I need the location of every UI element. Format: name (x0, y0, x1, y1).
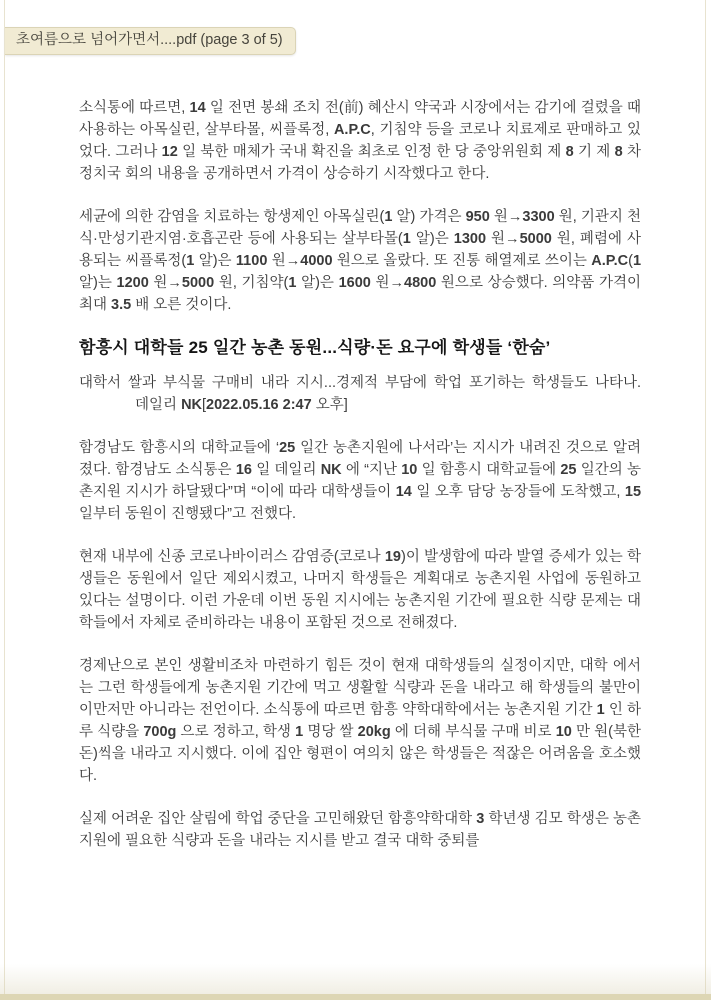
article-byline: 데일리 NK[2022.05.16 2:47 오후] (135, 397, 348, 413)
article-subhead: 대학서 쌀과 부식물 구매비 내라 지시...경제적 부담에 학업 포기하는 학생들도 나타나. (79, 375, 641, 391)
paragraph-dropout-case: 실제 어려운 집안 살림에 학업 중단을 고민해왔던 함흥약학대학 3 학년생 김모 학생은 농촌지원에 필요한 식량과 돈을 내라는 지시를 받고 결국 대학 중퇴를 (79, 811, 641, 849)
paragraph-student-burden: 경제난으로 본인 생활비조차 마련하기 힘든 것이 현재 대학생들의 실정이지만, 대학 에서는 그런 학생들에게 농촌지원 기간에 먹고 생활할 식량과 돈을 내라고 해 학생들의 불만이 이만저만 아니라는 전언이다. 소식통에 따르면 함흥 약학대학에서는 농촌지원 기간 1 인 하루 식량을 700g 으로 정하고, 학생 1 명당 쌀 20kg 에 더해 부식물 구매 비로 10 만 원(북한 돈)씩을 내라고 지시했다. 이에 집안 형편이 여의치 않은 학생들은 적잖은 어려움을 호소했다. (79, 658, 642, 784)
page-left-edge-line (4, 0, 5, 994)
article-subhead-row (79, 372, 641, 416)
paragraph-covid-exemption: 현재 내부에 신종 코로나바이러스 감염증(코로나 19)이 발생함에 따라 발열 증세가 있는 학생들은 동원에서 일단 제외시켰고, 나머지 학생들은 계획대로 농촌지원 사업에 동원하고 있다는 설명이다. 이런 가운데 이번 동원 지시에는 농촌지원 기간에 필요한 식량 문제는 대학들에서 자체로 준비하라는 내용이 포함된 것으로 전해졌다. (79, 549, 641, 631)
paragraph-drug-price-detail: 세균에 의한 감염을 치료하는 항생제인 아목실린(1 알) 가격은 950 원→3300 원, 기관지 천식·만성기관지염·호흡곤란 등에 사용되는 살부타몰(1 알)은 1300 원→5000 원, 폐렴에 사용되는 씨플록정(1 알)은 1100 원→4000 원으로 올랐다. 또 진통 해열제로 쓰이는 A.P.C(1 알)는 1200 원→5000 원, 기침약(1 알)은 1600 원→4800 원으로 상승했다. 의약품 가격이 최대 3.5 배 오른 것이다. (79, 209, 642, 313)
page-right-edge-line (705, 0, 706, 994)
paragraph-drug-sales-intro: 소식통에 따르면, 14 일 전면 봉쇄 조치 전(前) 혜산시 약국과 시장에서는 감기에 걸렸을 때 사용하는 아목실린, 살부타몰, 씨플록정, A.P.C, 기침약 등을 코로나 치료제로 판매하고 있었다. 그러나 12 일 북한 매체가 국내 확진을 최초로 인정 한 당 중앙위원회 제 8 기 제 8 차 정치국 회의 내용을 공개하면서 가격이 상승하기 시작했다고 한다. (79, 100, 641, 182)
article-headline: 함흥시 대학들 25 일간 농촌 동원...식량·돈 요구에 학생들 ‘한숨’ (79, 338, 551, 357)
viewer-bottom-strip (0, 994, 711, 1000)
pdf-page-content (79, 97, 641, 873)
pdf-title-overlay: 초여름으로 넘어가면서....pdf (page 3 of 5) (5, 27, 296, 55)
page-bottom-shadow (0, 964, 711, 994)
paragraph-mobilization-order: 함경남도 함흥시의 대학교들에 ‘25 일간 농촌지원에 나서라’는 지시가 내려진 것으로 알려졌다. 함경남도 소식통은 16 일 데일리 NK 에 “지난 10 일 함흥시 대학교들에 25 일간의 농촌지원 지시가 하달됐다”며 “이에 따라 대학생들이 14 일 오후 담당 농장들에 도착했고, 15 일부터 동원이 진행됐다”고 전했다. (79, 440, 642, 522)
